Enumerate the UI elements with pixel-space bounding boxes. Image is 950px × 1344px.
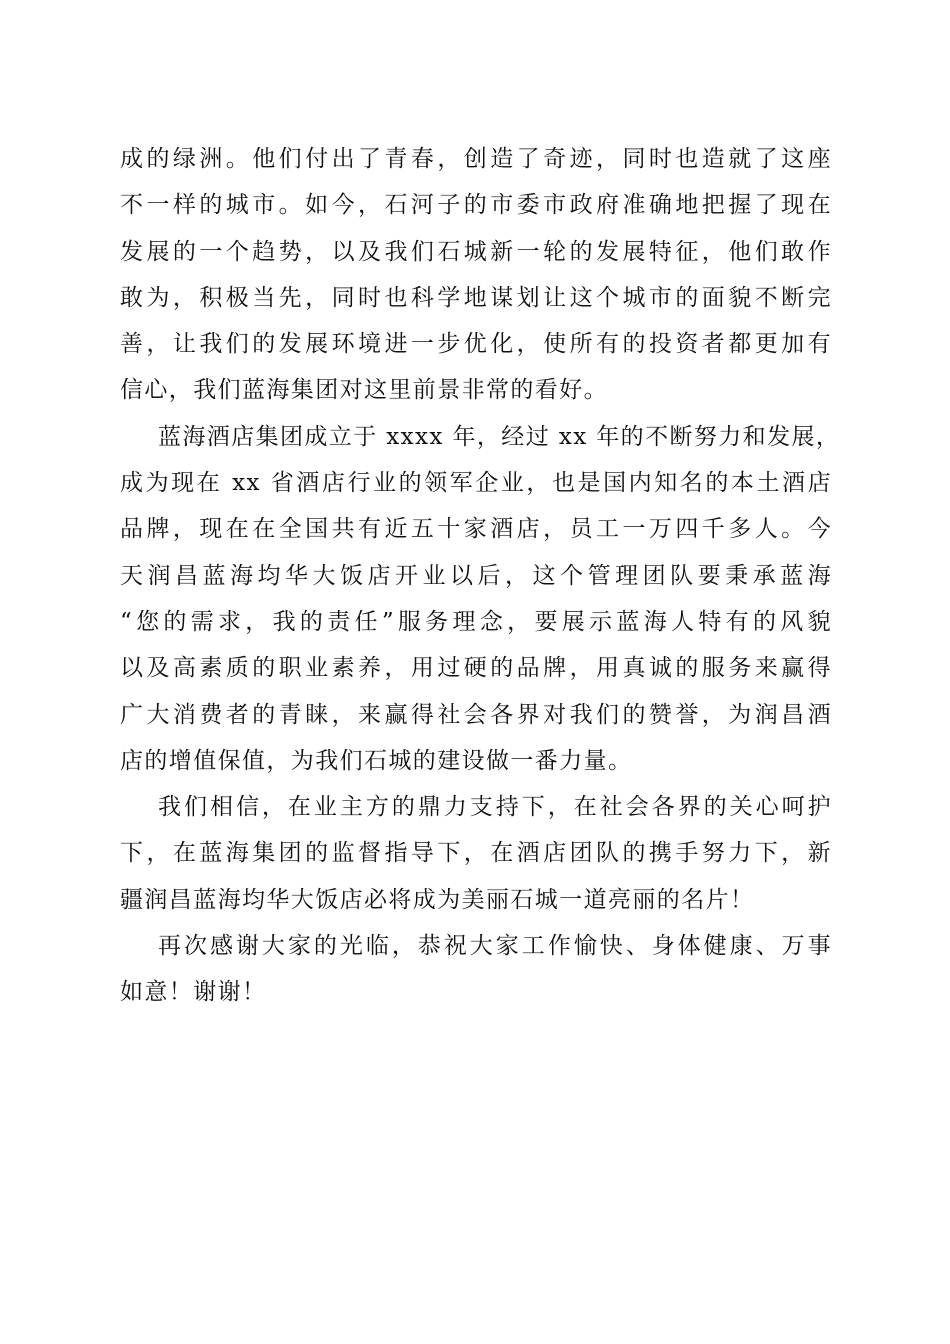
paragraph <box>120 136 832 414</box>
text-line: 敢为，积极当先，同时也科学地谋划让这个城市的面貌不断完 <box>120 284 832 311</box>
text-line: 信心，我们蓝海集团对这里前景非常的看好。 <box>120 377 608 404</box>
text-line: 不一样的城市。如今，石河子的市委市政府准确地把握了现在 <box>120 192 832 219</box>
text-line: 如意！谢谢！ <box>120 979 267 1006</box>
text-line: 疆润昌蓝海均华大饭店必将成为美丽石城一道亮丽的名片！ <box>120 886 755 913</box>
paragraph <box>120 923 832 1016</box>
text-line: 下，在蓝海集团的监督指导下，在酒店团队的携手努力下，新 <box>120 840 832 867</box>
text-line: 广大消费者的青睐，来赢得社会各界对我们的赞誉，为润昌酒 <box>120 701 832 728</box>
text-line: 成的绿洲。他们付出了青春，创造了奇迹，同时也造就了这座 <box>120 146 832 172</box>
text-line: 蓝海酒店集团成立于 xxxx 年，经过 xx 年的不断努力和发展， <box>158 423 841 450</box>
document-body <box>120 136 841 1016</box>
text-line: 以及高素质的职业素养，用过硬的品牌，用真诚的服务来赢得 <box>120 655 832 682</box>
text-line: 善，让我们的发展环境进一步优化，使所有的投资者都更加有 <box>120 331 832 358</box>
paragraph <box>120 414 841 784</box>
text-line: 店的增值保值，为我们石城的建设做一番力量。 <box>120 747 633 774</box>
paragraph <box>120 784 832 923</box>
text-line: 我们相信，在业主方的鼎力支持下，在社会各界的关心呵护 <box>158 794 832 821</box>
text-line: 品牌，现在在全国共有近五十家酒店，员工一万四千多人。今 <box>120 516 832 543</box>
text-line: 成为现在 xx 省酒店行业的领军企业，也是国内知名的本土酒店 <box>120 470 832 497</box>
text-line: “您的需求，我的责任”服务理念，要展示蓝海人特有的风貌 <box>120 608 832 635</box>
text-line: 再次感谢大家的光临，恭祝大家工作愉快、身体健康、万事 <box>158 933 832 960</box>
text-line: 发展的一个趋势，以及我们石城新一轮的发展特征，他们敢作 <box>120 238 832 265</box>
text-line: 天润昌蓝海均华大饭店开业以后，这个管理团队要秉承蓝海 <box>120 562 832 589</box>
